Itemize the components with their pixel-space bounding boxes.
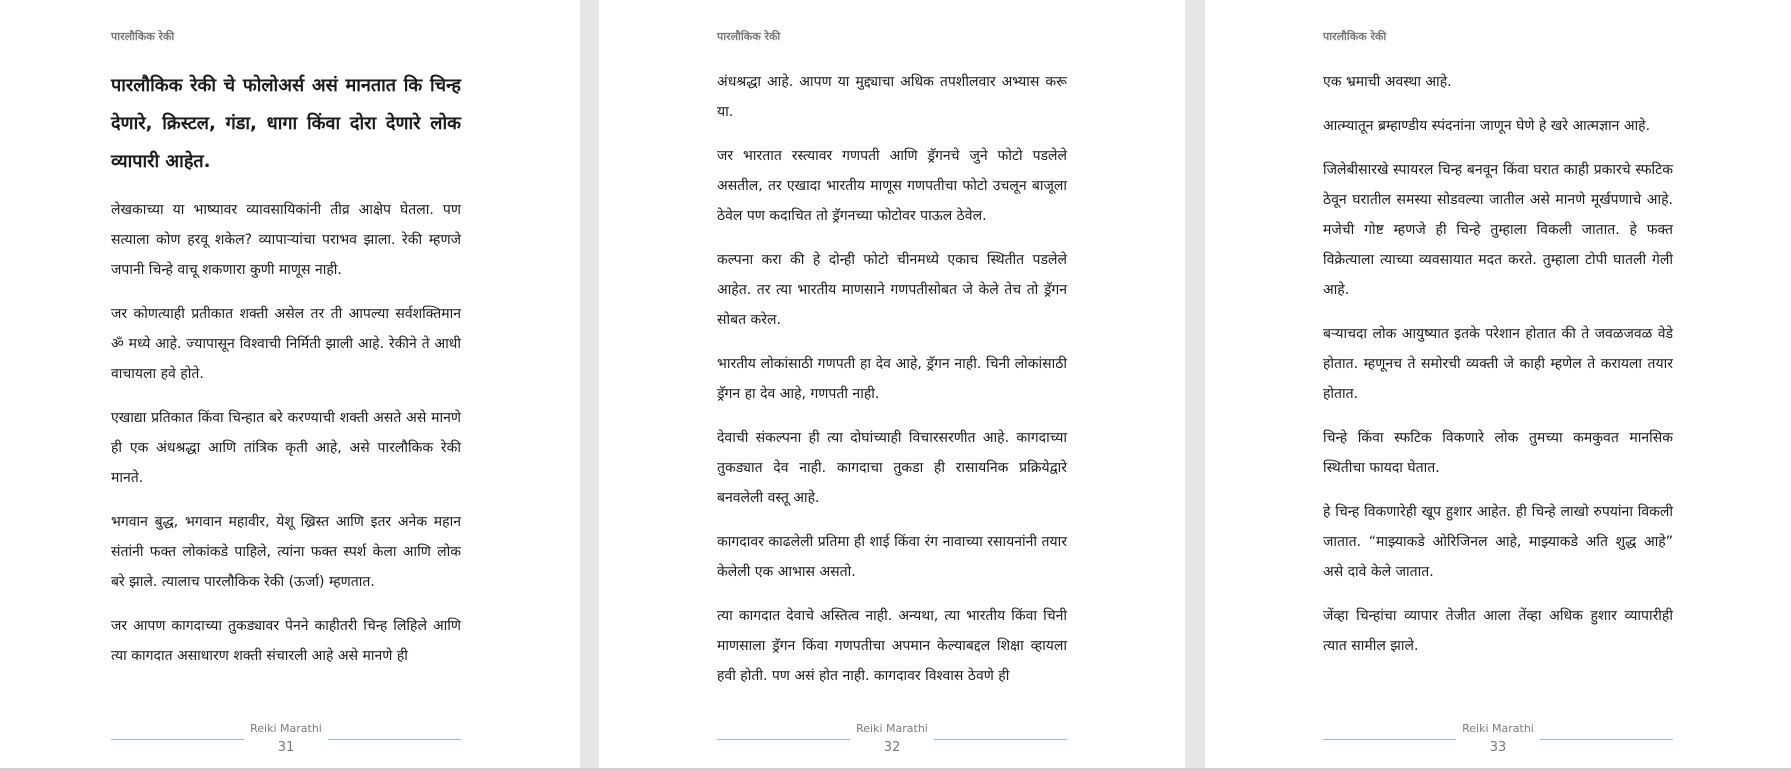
page-number: 31 bbox=[277, 740, 295, 755]
paragraph: जेंव्हा चिन्हांचा व्यापार तेजीत आला तेंव्हा अधिक हुशार व्यापारीही त्यात सामील झाले. bbox=[1323, 608, 1673, 654]
paragraph: कागदावर काढलेली प्रतिमा ही शाई किंवा रंग नावाच्या रसायनांनी तयार केलेली एक आभास असतो. bbox=[717, 534, 1067, 580]
document-page-32 bbox=[599, 0, 1185, 771]
running-header: पारलौकिक रेकी bbox=[1323, 30, 1387, 43]
paragraph: एखाद्या प्रतिकात किंवा चिन्हात बरे करण्याची शक्ती असते असे मानणे ही एक अंधश्रद्धा आणि तांत्रिक कृती आहे, असे पारलौकिक रेकी मानते. bbox=[111, 410, 461, 486]
footer-title: Reiki Marathi bbox=[856, 722, 928, 735]
page-body bbox=[111, 67, 461, 685]
paragraph: जर कोणत्याही प्रतीकात शक्ती असेल तर ती आपल्या सर्वशक्तिमान ॐ मध्ये आहे. ज्यापासून विश्वाची निर्मिती झाली आहे. रेकीने ते आधी वाचायला हवे होते. bbox=[111, 306, 461, 382]
section-heading: पारलौकिक रेकी चे फोलोअर्स असं मानतात कि चिन्ह देणारे, क्रिस्टल, गंडा, धागा किंवा दोरा देणारे लोक व्यापारी आहेत. bbox=[111, 75, 461, 172]
paragraph: जर आपण कागदाच्या तुकड्यावर पेनने काहीतरी चिन्ह लिहिले आणि त्या कागदात असाधारण शक्ती संचारली आहे असे मानणे ही bbox=[111, 618, 461, 664]
paragraph: आत्म्यातून ब्रम्हाण्डीय स्पंदनांना जाणून घेणे हे खरे आत्मज्ञान आहे. bbox=[1323, 118, 1651, 134]
running-header: पारलौकिक रेकी bbox=[111, 30, 175, 43]
footer-title: Reiki Marathi bbox=[1462, 722, 1534, 735]
document-page-31 bbox=[0, 0, 580, 771]
paragraph: त्या कागदात देवाचे अस्तित्व नाही. अन्यथा, त्या भारतीय किंवा चिनी माणसाला ड्रॅगन किंवा गणपतीचा अपमान केल्याबद्दल शिक्षा व्हायला हवी होती. पण असं होत नाही. कागदावर विश्वास ठेवणे ही bbox=[717, 608, 1067, 684]
paragraph: भगवान बुद्ध, भगवान महावीर, येशू ख्रिस्त आणि इतर अनेक महान संतांनी फक्त लोकांकडे पाहिले, त्यांना फक्त स्पर्श केला आणि लोक बरे झाले. त्यालाच पारलौकिक रेकी (ऊर्जा) म्हणतात. bbox=[111, 514, 461, 590]
paragraph: कल्पना करा की हे दोन्ही फोटो चीनमध्ये एकाच स्थितीत पडलेले आहेत. तर त्या भारतीय माणसाने गणपतीसोबत जे केले तेच तो ड्रॅगन सोबत करेल. bbox=[717, 252, 1067, 328]
document-page-33 bbox=[1205, 0, 1791, 771]
paragraph: चिन्हे किंवा स्फटिक विकणारे लोक तुमच्या कमकुवत मानसिक स्थितीचा फायदा घेतात. bbox=[1323, 430, 1673, 476]
running-header: पारलौकिक रेकी bbox=[717, 30, 781, 43]
page-body bbox=[717, 67, 1067, 705]
page-body bbox=[1323, 67, 1673, 675]
paragraph: लेखकाच्या या भाष्यावर व्यावसायिकांनी तीव्र आक्षेप घेतला. पण सत्याला कोण हरवू शकेल? व्यापाऱ्यांचा पराभव झाला. रेकी म्हणजे जपानी चिन्हे वाचू शकणारा कुणी माणूस नाही. bbox=[111, 202, 461, 278]
paragraph: जिलेबीसारखे स्पायरल चिन्ह बनवून किंवा घरात काही प्रकारचे स्फटिक ठेवून घरातील समस्या सोडवल्या जातील असे मानणे मूर्खपणाचे आहे. मजेची गोष्ट म्हणजे ही चिन्हे तुम्हाला विकली जातात. हे फक्त विक्रेत्याला त्याच्या व्यवसायात मदत करते. तुम्हाला टोपी घातली गेली आहे. bbox=[1323, 162, 1673, 298]
paragraph: देवाची संकल्पना ही त्या दोघांच्याही विचारसरणीत आहे. कागदाच्या तुकड्यात देव नाही. कागदाचा तुकडा ही रासायनिक प्रक्रियेद्वारे बनवलेली वस्तू आहे. bbox=[717, 430, 1067, 506]
page-number: 32 bbox=[883, 740, 901, 755]
paragraph: भारतीय लोकांसाठी गणपती हा देव आहे, ड्रॅगन नाही. चिनी लोकांसाठी ड्रॅगन हा देव आहे, गणपती नाही. bbox=[717, 356, 1067, 402]
paragraph: हे चिन्ह विकणारेही खूप हुशार आहेत. ही चिन्हे लाखो रुपयांना विकली जातात. “माझ्याकडे ओरिजिनल आहे, माझ्याकडे अति शुद्ध आहे” असे दावे केले जातात. bbox=[1323, 504, 1673, 580]
page-footer bbox=[717, 722, 1067, 760]
paragraph: अंधश्रद्धा आहे. आपण या मुद्द्याचा अधिक तपशीलवार अभ्यास करू या. bbox=[717, 74, 1067, 120]
footer-title: Reiki Marathi bbox=[250, 722, 322, 735]
page-footer bbox=[111, 722, 461, 760]
paragraph: बऱ्याचदा लोक आयुष्यात इतके परेशान होतात की ते जवळजवळ वेडे होतात. म्हणूनच ते समोरची व्यक्ती जे काही म्हणेल ते करायला तयार होतात. bbox=[1323, 326, 1673, 402]
paragraph: जर भारतात रस्त्यावर गणपती आणि ड्रॅगनचे जुने फोटो पडलेले असतील, तर एखादा भारतीय माणूस गणपतीचा फोटो उचलून बाजूला ठेवेल पण कदाचित तो ड्रॅगनच्या फोटोवर पाऊल ठेवेल. bbox=[717, 148, 1067, 224]
paragraph: एक भ्रमाची अवस्था आहे. bbox=[1323, 74, 1452, 90]
page-footer bbox=[1323, 722, 1673, 760]
page-number: 33 bbox=[1489, 740, 1507, 755]
